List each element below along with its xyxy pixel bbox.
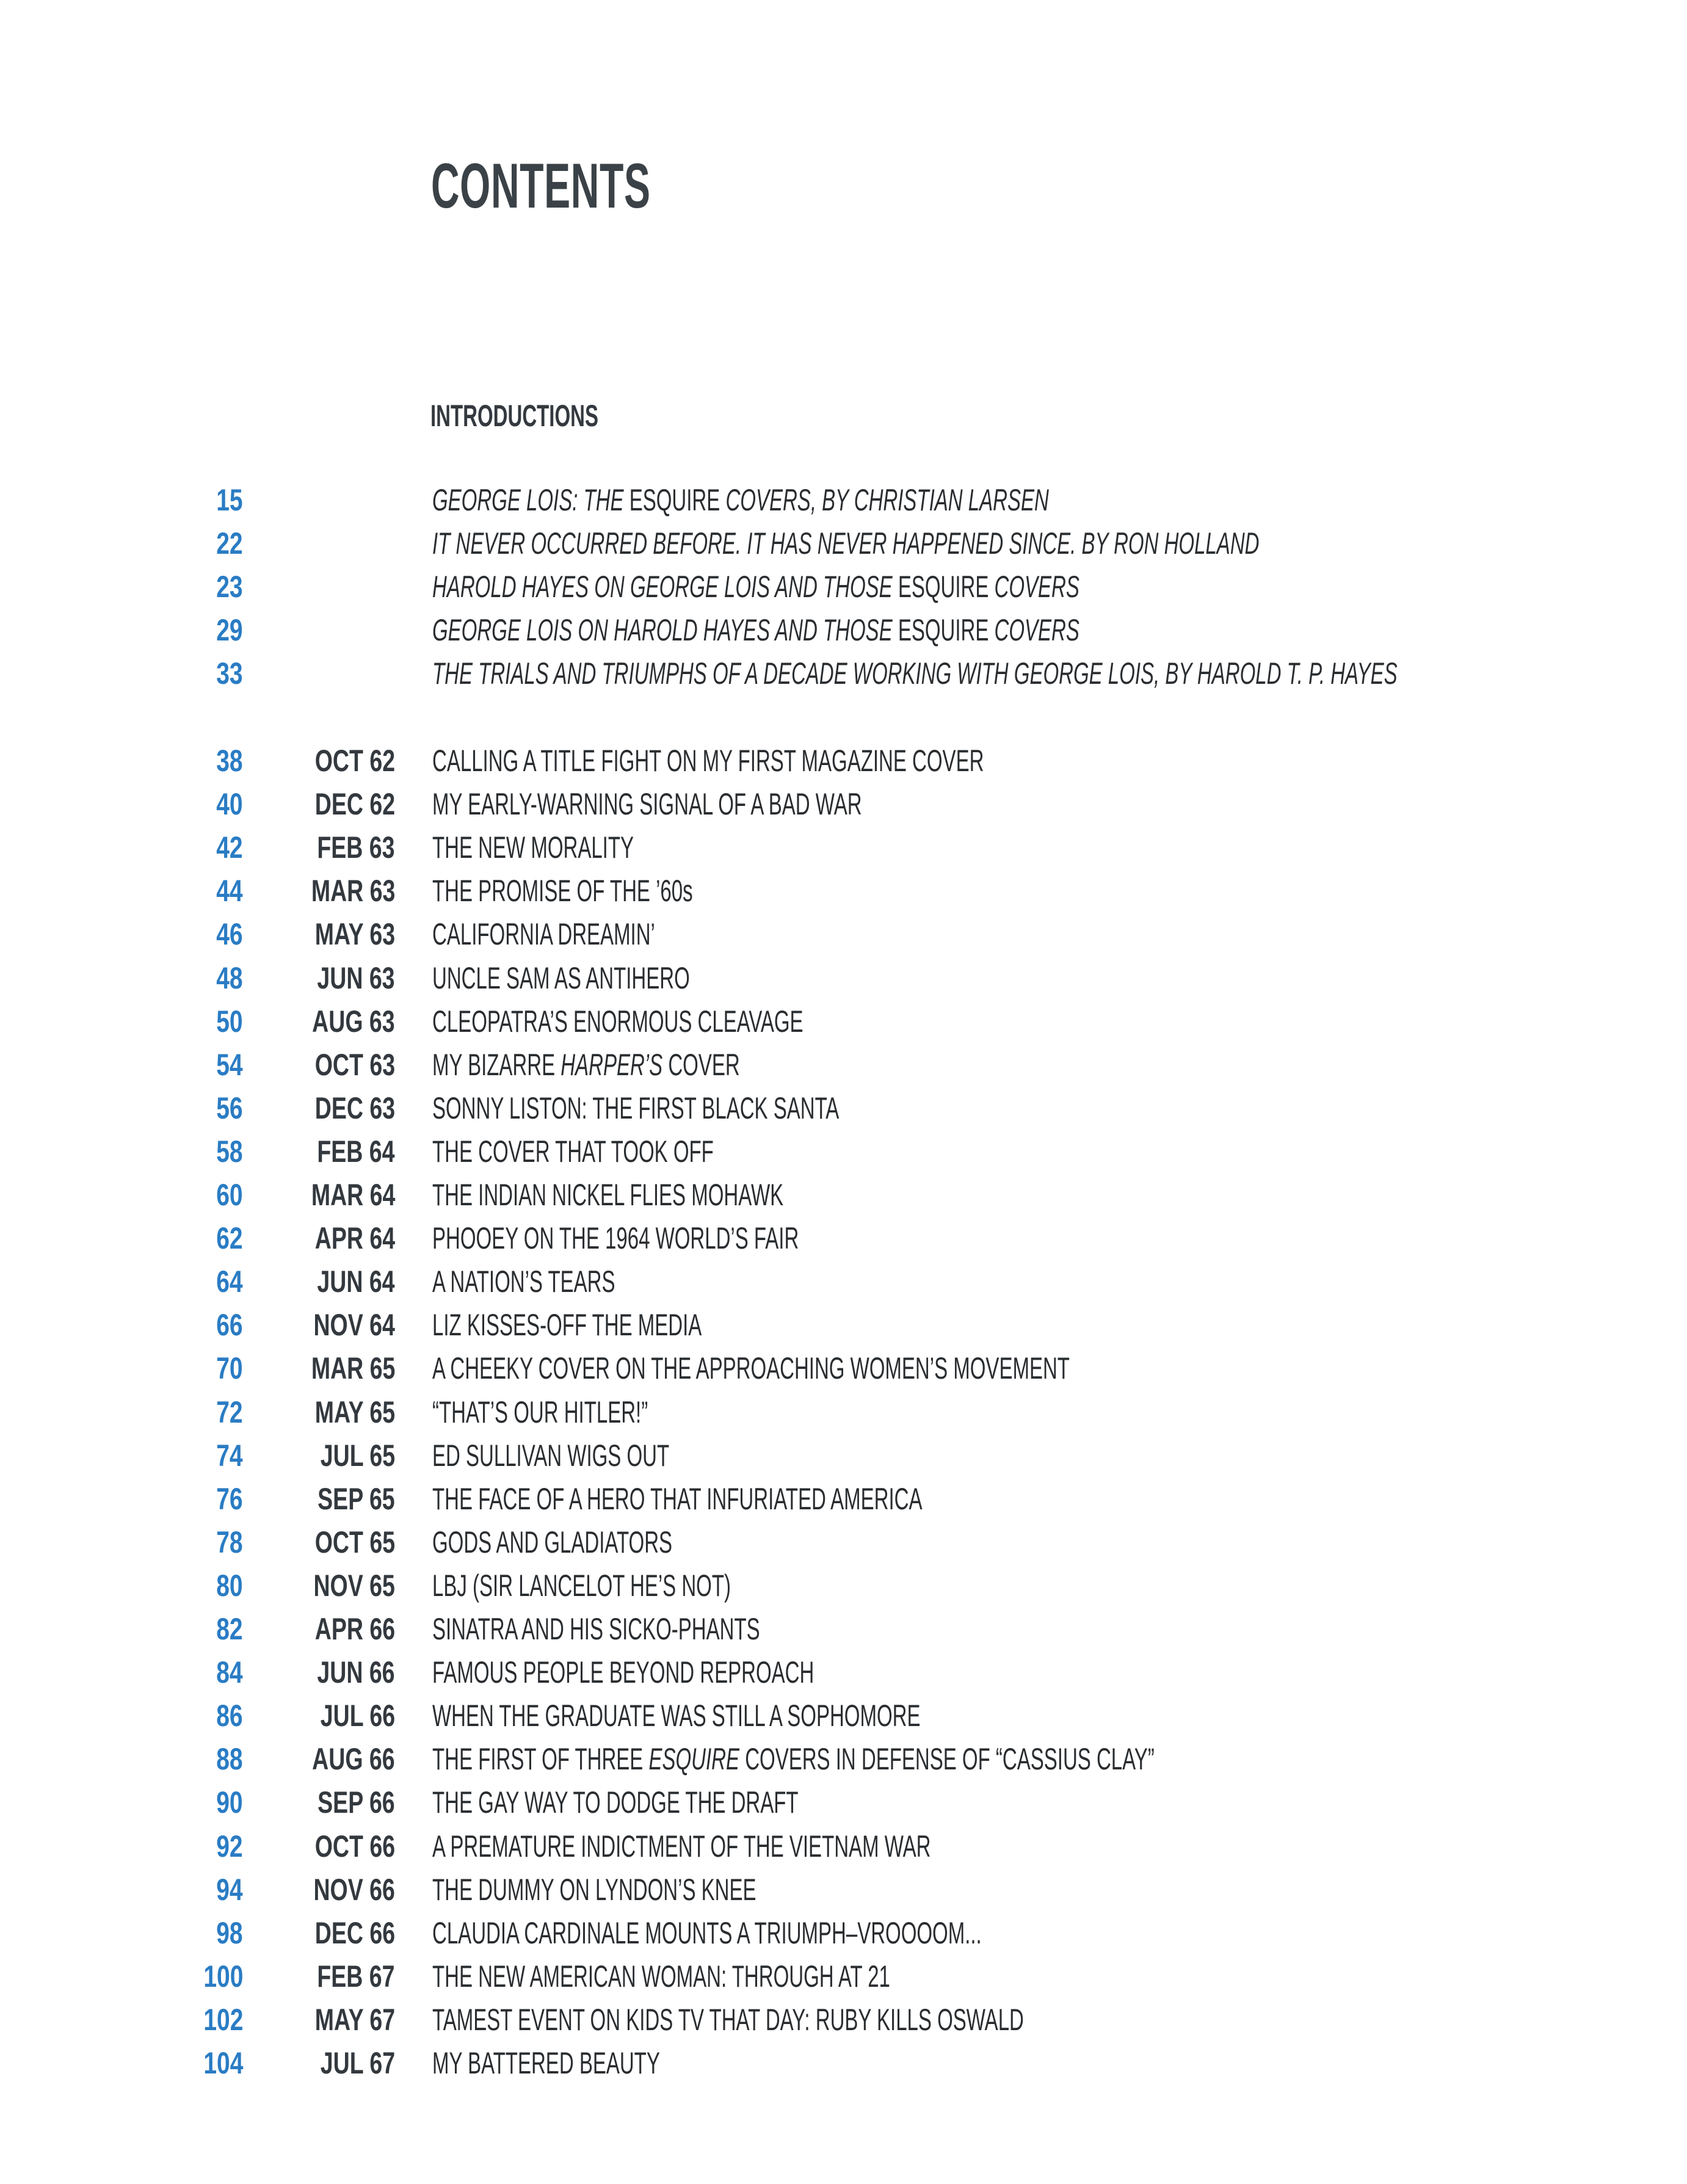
page-number: 22 <box>216 526 243 561</box>
entry-title <box>432 1741 1155 1777</box>
page-number: 84 <box>216 1655 243 1690</box>
title-segment: COVERS, BY CHRISTIAN LARSEN <box>720 483 1049 517</box>
page-number: 46 <box>216 917 243 952</box>
cover-entry <box>0 916 1687 960</box>
title-segment: HAROLD HAYES ON GEORGE LOIS AND THOSE <box>432 570 898 604</box>
title-segment: THE NEW MORALITY <box>432 830 634 865</box>
title-segment: THE FACE OF A HERO THAT INFURIATED AMERICA <box>432 1481 923 1516</box>
page-number: 94 <box>216 1872 243 1907</box>
issue-date: FEB 67 <box>317 1959 395 1994</box>
cover-entry <box>0 1525 1687 1568</box>
entry-title <box>432 960 690 996</box>
cover-entry <box>0 1829 1687 1872</box>
entry-title <box>432 1568 731 1603</box>
entry-title <box>432 2002 1024 2037</box>
issue-date: DEC 63 <box>314 1090 395 1125</box>
issue-date: DEC 62 <box>314 787 395 822</box>
title-segment: COVERS IN DEFENSE OF “CASSIUS CLAY” <box>739 1742 1155 1777</box>
issue-date: FEB 63 <box>317 830 395 865</box>
cover-entry <box>0 1655 1687 1698</box>
page-number: 15 <box>216 483 243 517</box>
title-segment: UNCLE SAM AS ANTIHERO <box>432 960 690 995</box>
entry-title <box>432 1481 923 1517</box>
page-number: 82 <box>216 1612 243 1646</box>
entry-title <box>432 1004 804 1039</box>
title-segment: A NATION’S TEARS <box>432 1264 615 1299</box>
title-segment: ESQUIRE <box>898 570 989 604</box>
cover-entry <box>0 1221 1687 1264</box>
title-segment: MY EARLY-WARNING SIGNAL OF A BAD WAR <box>432 787 862 822</box>
cover-entry <box>0 1611 1687 1655</box>
section-heading-introductions: INTRODUCTIONS <box>430 399 598 433</box>
issue-date: JUN 63 <box>317 960 395 995</box>
title-segment: THE PROMISE OF THE ’60s <box>432 874 693 909</box>
issue-date: JUN 66 <box>317 1655 395 1690</box>
entry-title <box>432 2045 660 2081</box>
entry-title <box>432 1829 931 1864</box>
page-number: 78 <box>216 1525 243 1559</box>
title-segment: “THAT’S OUR HITLER!” <box>432 1395 648 1429</box>
intro-entry <box>0 482 1687 526</box>
entry-title <box>432 1785 799 1820</box>
entry-title <box>432 1264 615 1299</box>
cover-entry <box>0 830 1687 873</box>
page-number: 86 <box>216 1699 243 1733</box>
title-segment: ESQUIRE <box>629 483 720 517</box>
title-segment: FAMOUS PEOPLE BEYOND REPROACH <box>432 1655 814 1690</box>
title-segment: THE FIRST OF THREE <box>432 1742 649 1777</box>
page-number: 60 <box>216 1178 243 1212</box>
cover-entry <box>0 1785 1687 1828</box>
title-segment: COVERS <box>989 613 1079 647</box>
title-segment: A CHEEKY COVER ON THE APPROACHING WOMEN’S MOVEMENT <box>432 1351 1070 1386</box>
entry-title <box>432 1611 760 1647</box>
entry-title <box>432 1872 756 1907</box>
title-segment: TAMEST EVENT ON KIDS TV THAT DAY: RUBY KILLS OSWALD <box>432 2002 1024 2037</box>
issue-date: FEB 64 <box>317 1134 395 1169</box>
page-number: 72 <box>216 1395 243 1429</box>
title-segment: HARPER’S <box>561 1047 663 1082</box>
entry-title <box>432 526 1259 561</box>
title-segment: PHOOEY ON THE 1964 WORLD’S FAIR <box>432 1221 799 1256</box>
entry-title <box>432 1438 669 1473</box>
cover-entry <box>0 1177 1687 1221</box>
title-segment: THE INDIAN NICKEL FLIES MOHAWK <box>432 1178 784 1212</box>
intro-entry <box>0 569 1687 612</box>
cover-entry <box>0 743 1687 786</box>
issue-date: MAR 63 <box>311 874 395 909</box>
page-number: 23 <box>216 570 243 604</box>
issue-date: OCT 65 <box>314 1525 395 1559</box>
entry-title <box>432 1655 814 1690</box>
page-number: 76 <box>216 1481 243 1516</box>
issue-date: NOV 65 <box>313 1568 395 1603</box>
title-segment: CLEOPATRA’S ENORMOUS CLEAVAGE <box>432 1004 804 1039</box>
issue-date: APR 64 <box>314 1221 395 1256</box>
page-number: 38 <box>216 744 243 778</box>
title-segment: MY BATTERED BEAUTY <box>432 2046 660 2080</box>
cover-entry <box>0 1438 1687 1481</box>
page-number: 42 <box>216 830 243 865</box>
page-number: 102 <box>203 2002 243 2037</box>
page-number: 104 <box>203 2046 243 2080</box>
cover-entry <box>0 1307 1687 1351</box>
entry-title <box>432 1351 1070 1386</box>
entry-title <box>432 916 655 952</box>
title-segment: GEORGE LOIS ON HAROLD HAYES AND THOSE <box>432 613 898 647</box>
issue-date: MAY 65 <box>314 1395 395 1429</box>
intro-entry <box>0 656 1687 699</box>
page-number: 48 <box>216 960 243 995</box>
page-title: CONTENTS <box>431 151 651 222</box>
cover-entry <box>0 1047 1687 1090</box>
cover-entry <box>0 1134 1687 1177</box>
cover-entry <box>0 1481 1687 1525</box>
title-segment: THE DUMMY ON LYNDON’S KNEE <box>432 1872 756 1907</box>
entry-title <box>432 830 634 865</box>
entry-title <box>432 656 1398 691</box>
cover-entry <box>0 1351 1687 1394</box>
page-number: 29 <box>216 613 243 647</box>
title-segment: ESQUIRE <box>898 613 989 647</box>
page-number: 90 <box>216 1785 243 1820</box>
entry-title <box>432 1395 648 1430</box>
page-number: 92 <box>216 1829 243 1863</box>
entry-title <box>432 1090 839 1126</box>
page-number: 54 <box>216 1047 243 1082</box>
page-number: 66 <box>216 1308 243 1343</box>
title-segment: CALLING A TITLE FIGHT ON MY FIRST MAGAZINE COVER <box>432 744 984 778</box>
issue-date: SEP 66 <box>317 1785 395 1820</box>
title-segment: CLAUDIA CARDINALE MOUNTS A TRIUMPH–VROOOOM... <box>432 1915 982 1950</box>
title-segment: THE NEW AMERICAN WOMAN: THROUGH AT 21 <box>432 1959 890 1994</box>
issue-date: JUL 67 <box>320 2046 395 2080</box>
page-number: 50 <box>216 1004 243 1039</box>
entry-title <box>432 743 984 778</box>
title-segment: COVERS <box>989 570 1079 604</box>
entry-title <box>432 1525 672 1560</box>
issue-date: AUG 66 <box>312 1742 395 1777</box>
issue-date: MAR 65 <box>311 1351 395 1386</box>
entry-title <box>432 786 862 822</box>
cover-entry <box>0 1264 1687 1307</box>
title-segment: IT NEVER OCCURRED BEFORE. IT HAS NEVER HAPPENED SINCE. BY RON HOLLAND <box>432 526 1260 561</box>
title-segment: ED SULLIVAN WIGS OUT <box>432 1438 670 1473</box>
entry-title <box>432 482 1049 518</box>
intro-entry <box>0 526 1687 569</box>
title-segment: CALIFORNIA DREAMIN’ <box>432 917 655 952</box>
cover-entry <box>0 2002 1687 2045</box>
issue-date: OCT 66 <box>314 1829 395 1863</box>
title-segment: SINATRA AND HIS SICKO-PHANTS <box>432 1612 760 1646</box>
cover-entry <box>0 1872 1687 1915</box>
cover-entry <box>0 1698 1687 1741</box>
issue-date: MAR 64 <box>311 1178 395 1212</box>
title-segment: THE GAY WAY TO DODGE THE DRAFT <box>432 1785 799 1820</box>
issue-date: MAY 63 <box>314 917 395 952</box>
entry-title <box>432 1047 740 1083</box>
entry-title <box>432 569 1079 604</box>
issue-date: MAY 67 <box>314 2002 395 2037</box>
entry-title <box>432 873 693 909</box>
page-number: 40 <box>216 787 243 822</box>
cover-entry <box>0 786 1687 830</box>
title-segment: THE COVER THAT TOOK OFF <box>432 1134 714 1169</box>
title-segment: A PREMATURE INDICTMENT OF THE VIETNAM WAR <box>432 1829 931 1863</box>
entry-title <box>432 1698 920 1733</box>
page-number: 74 <box>216 1438 243 1473</box>
title-segment: LIZ KISSES-OFF THE MEDIA <box>432 1308 702 1343</box>
page-number: 44 <box>216 874 243 909</box>
issue-date: APR 66 <box>314 1612 395 1646</box>
page-number: 64 <box>216 1264 243 1299</box>
title-segment: COVER <box>662 1047 740 1082</box>
cover-entry <box>0 960 1687 1004</box>
title-segment: GEORGE LOIS: THE <box>432 483 629 517</box>
page-number: 33 <box>216 656 243 691</box>
cover-entry <box>0 1004 1687 1047</box>
cover-entry <box>0 2045 1687 2089</box>
page-number: 80 <box>216 1568 243 1603</box>
cover-entry <box>0 1395 1687 1438</box>
intro-entry <box>0 612 1687 656</box>
entry-title <box>432 612 1079 648</box>
page-number: 62 <box>216 1221 243 1256</box>
cover-entry <box>0 1741 1687 1785</box>
issue-date: OCT 62 <box>314 744 395 778</box>
entry-title <box>432 1959 890 1994</box>
cover-entry <box>0 873 1687 916</box>
title-segment: THE TRIALS AND TRIUMPHS OF A DECADE WORKING WITH GEORGE LOIS, BY HAROLD T. P. HAYES <box>432 656 1398 691</box>
title-segment: WHEN THE GRADUATE WAS STILL A SOPHOMORE <box>432 1699 921 1733</box>
issue-date: NOV 66 <box>313 1872 395 1907</box>
issue-date: DEC 66 <box>314 1915 395 1950</box>
issue-date: OCT 63 <box>314 1047 395 1082</box>
title-segment: LBJ (SIR LANCELOT HE’S NOT) <box>432 1568 731 1603</box>
issue-date: NOV 64 <box>313 1308 395 1343</box>
entry-title <box>432 1221 799 1256</box>
cover-entry <box>0 1090 1687 1134</box>
issue-date: AUG 63 <box>312 1004 395 1039</box>
page-number: 88 <box>216 1742 243 1777</box>
issue-date: JUN 64 <box>317 1264 395 1299</box>
cover-entry <box>0 1959 1687 2002</box>
issue-date: SEP 65 <box>317 1481 395 1516</box>
entry-title <box>432 1307 702 1343</box>
title-segment: MY BIZARRE <box>432 1047 561 1082</box>
page-number: 56 <box>216 1090 243 1125</box>
title-segment: SONNY LISTON: THE FIRST BLACK SANTA <box>432 1090 840 1125</box>
issue-date: JUL 65 <box>320 1438 395 1473</box>
issue-date: JUL 66 <box>320 1699 395 1733</box>
page-number: 58 <box>216 1134 243 1169</box>
title-segment: GODS AND GLADIATORS <box>432 1525 673 1559</box>
title-segment: ESQUIRE <box>648 1742 740 1777</box>
cover-entry <box>0 1568 1687 1611</box>
entry-title <box>432 1915 982 1951</box>
cover-entry <box>0 1915 1687 1959</box>
page-number: 98 <box>216 1915 243 1950</box>
entry-title <box>432 1177 783 1213</box>
page-number: 70 <box>216 1351 243 1386</box>
page-number: 100 <box>203 1959 243 1994</box>
entry-title <box>432 1134 714 1169</box>
